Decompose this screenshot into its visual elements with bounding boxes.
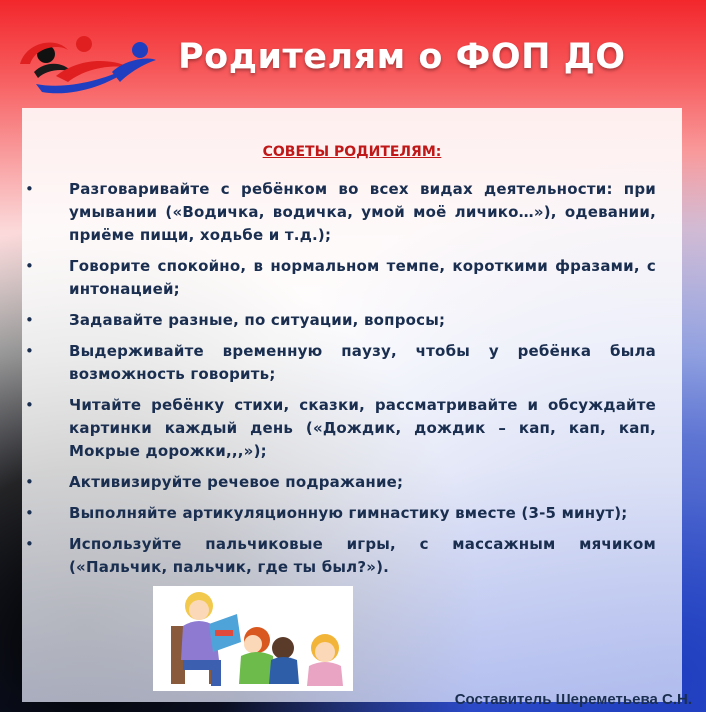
- tip-text: Используйте пальчиковые игры, с массажным мячиком («Пальчик, пальчик, где ты был?»).: [69, 535, 656, 576]
- people-logo-icon: [16, 20, 166, 100]
- advice-panel: [22, 108, 682, 702]
- list-item: [22, 178, 682, 247]
- bullet-icon: •: [25, 535, 34, 553]
- tip-text: Читайте ребёнку стихи, сказки, рассматривайте и обсуждайте картинки каждый день («Дождик, дождик – кап, кап, кап, Мокрые дорожки,,,»);: [69, 396, 656, 460]
- tip-text: Активизируйте речевое подражание;: [69, 473, 404, 491]
- tip-text: Выдерживайте временную паузу, чтобы у ребёнка была возможность говорить;: [69, 342, 656, 383]
- illustration: [153, 586, 353, 691]
- tip-text: Разговаривайте с ребёнком во всех видах деятельности: при умывании («Водичка, водичка, умой моё личико…»), одевании, приёме пищи, ходьбе и т.д.);: [69, 180, 656, 244]
- tip-text: Говорите спокойно, в нормальном темпе, короткими фразами, с интонацией;: [69, 257, 656, 298]
- list-item: [22, 394, 682, 463]
- tip-text: Выполняйте артикуляционную гимнастику вместе (3-5 минут);: [69, 504, 628, 522]
- bullet-icon: •: [25, 396, 34, 414]
- bullet-icon: •: [25, 180, 34, 198]
- page-title: Родителям о ФОП ДО: [178, 37, 626, 77]
- tip-text: Задавайте разные, по ситуации, вопросы;: [69, 311, 446, 329]
- tips-list: [22, 178, 682, 587]
- bullet-icon: •: [25, 342, 34, 360]
- advice-heading: СОВЕТЫ РОДИТЕЛЯМ:: [262, 144, 442, 160]
- bullet-icon: •: [25, 504, 34, 522]
- bullet-icon: •: [25, 311, 34, 329]
- author-credit: Составитель Шереметьева С.Н.: [454, 691, 692, 708]
- list-item: [22, 309, 682, 332]
- bullet-icon: •: [25, 473, 34, 491]
- list-item: [22, 502, 682, 525]
- teacher-reading-to-children-icon: [153, 586, 353, 691]
- list-item: [22, 340, 682, 386]
- bullet-icon: •: [25, 257, 34, 275]
- list-item: [22, 471, 682, 494]
- header: [0, 0, 706, 108]
- list-item: [22, 533, 682, 579]
- list-item: [22, 255, 682, 301]
